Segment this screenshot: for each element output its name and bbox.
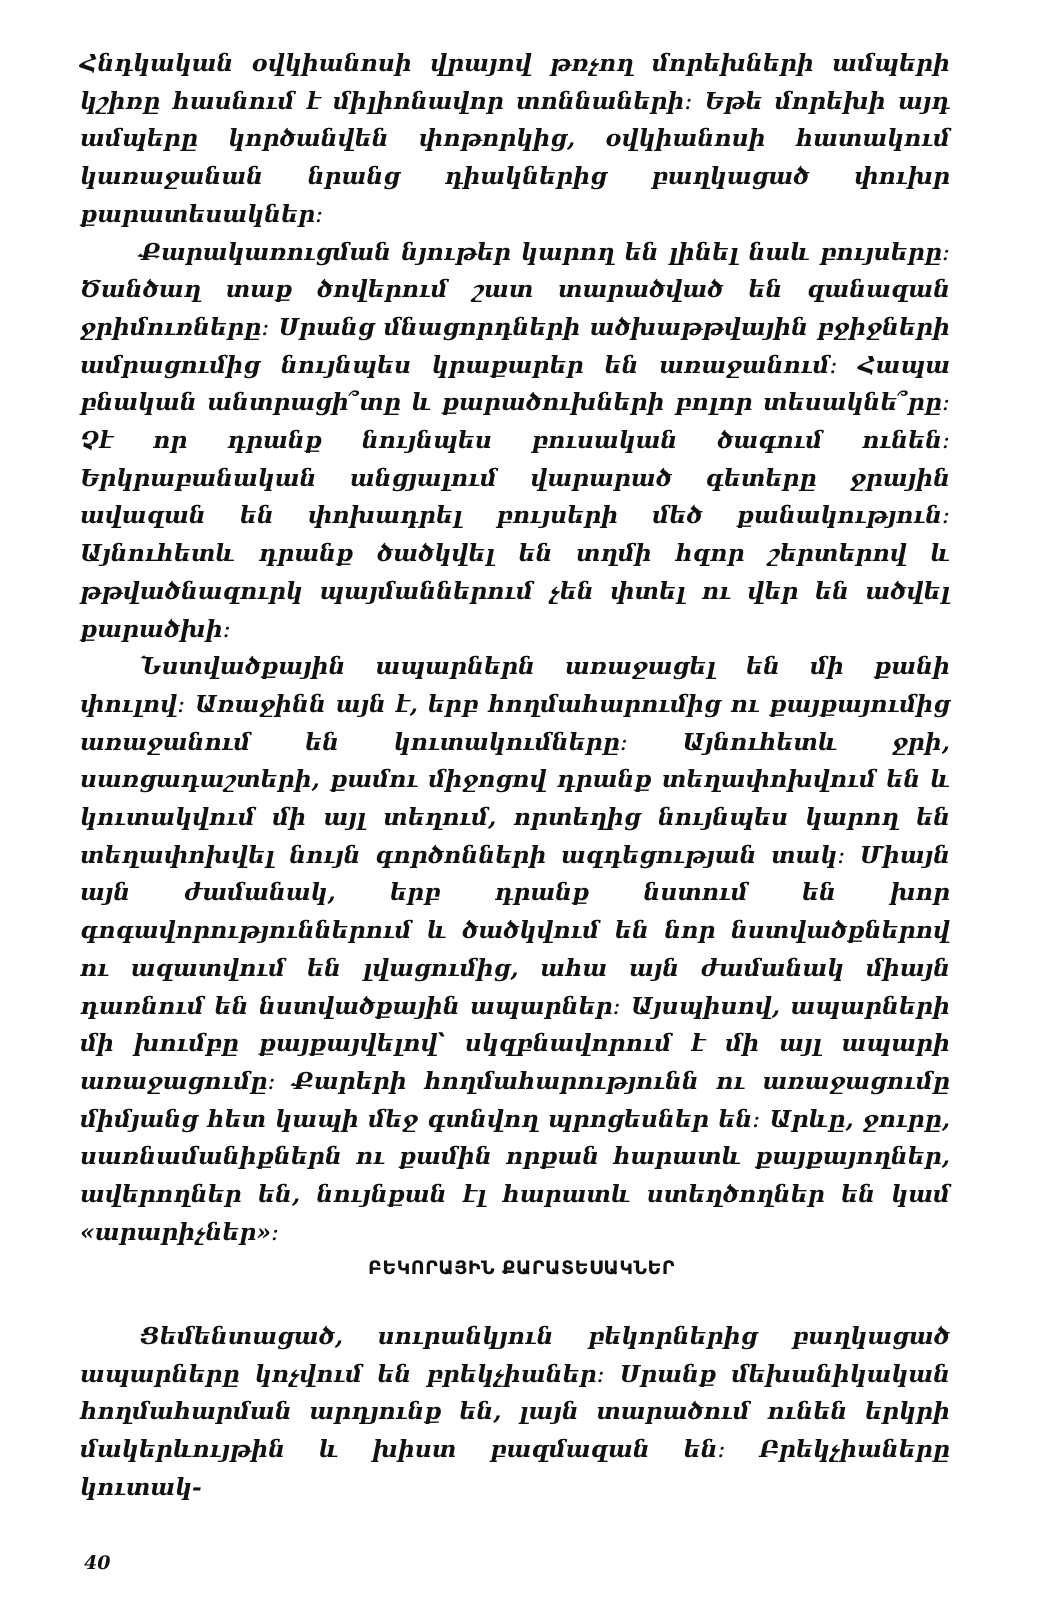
body-text-top xyxy=(80,45,950,1252)
paragraph: Նստվածքային ապարներն առաջացել են մի քանի փուլով։ Առաջինն այն է, երբ հողմահարումից ու քայքայումից առաջանում են կուտակումները։ Այնուհետև ջրի, սառցադաշտերի, քամու միջոցով դրանք տեղափոխվում են և կուտակվում մի այլ տեղում, որտեղից նույնպես կարող են տեղափոխվել նույն գործոնների ազդեցության տակ։ Միայն այն ժամանակ, երբ դրանք նստում են խոր գոգավորություններում և ծածկվում են նոր նստվածքներով ու ազատվում են լվացումից, ահա այն ժամանակ միայն դառնում են նստվածքային ապարներ։ Այսպիսով, ապարների մի խումբը քայքայվելով՝ սկզբնավորում է մի այլ ապարի առաջացումը։ Քարերի հողմահարությունն ու առաջացումը միմյանց հետ կապի մեջ գտնվող պրոցեսներ են։ Արևը, ջուրը, սառնամանիքներն ու քամին որքան հարատև քայքայողներ, ավերողներ են, նույնքան էլ հարատև ստեղծողներ են կամ «արարիչներ»։ xyxy=(80,652,950,1246)
paragraph: Քարակառուցման նյութեր կարող են լինել նաև բույսերը։ Ծանծաղ տաք ծովերում շատ տարածված են զանազան ջրիմուռները։ Սրանց մնացորդների ածխաթթվային բջիջների ամրացումից նույնպես կրաքարեր են առաջանում։ Հապա բնական անտրացի՞տը և քարածուխների բոլոր տեսակնե՞րը։ Չէ որ դրանք նույնպես բուսական ծագում ունեն։ Երկրաբանական անցյալում վարարած գետերը ջրային ավազան են փոխադրել բույսերի մեծ քանակություն։ Այնուհետև դրանք ծածկվել են տղմի հզոր շերտերով և թթվածնազուրկ պայմաններում չեն փտել ու վեր են ածվել քարածխի։ xyxy=(80,237,950,643)
paragraph: Ցեմենտացած, սուրանկյուն բեկորներից բաղկացած ապարները կոչվում են բրեկչիաներ։ Սրանք մեխանիկական հողմահարման արդյունք են, լայն տարածում ունեն երկրի մակերևույթին և խիստ բազմազան են։ Բրեկչիաները կուտակ- xyxy=(80,1322,950,1501)
section-heading: ԲԵԿՈՐԱՅԻՆ ՔԱՐԱՏԵՍԱԿՆԵՐ xyxy=(368,1257,675,1279)
body-text-bottom xyxy=(80,1318,950,1507)
paragraph: Հնդկական օվկիանոսի վրայով թռչող մորեխների ամպերի կշիռը հասնում է միլիոնավոր տոննաների։ Եթե մորեխի այդ ամպերը կործանվեն փոթորկից, օվկիանոսի հատակում կառաջանան նրանց դիակներից բաղկացած փուխր քարատեսակներ։ xyxy=(80,49,950,228)
page-number: 40 xyxy=(84,1552,111,1574)
